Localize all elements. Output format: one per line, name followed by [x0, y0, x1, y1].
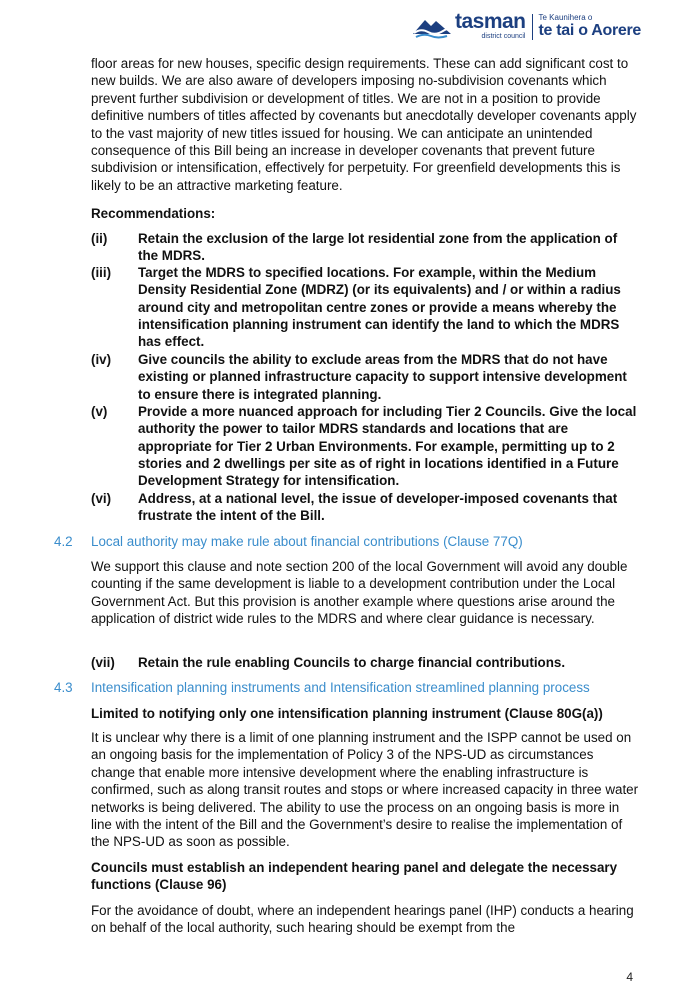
recommendation-number: (iv)	[91, 352, 112, 367]
logo-maori	[539, 13, 642, 40]
section-title: Intensification planning instruments and Intensification streamlined planning process	[91, 680, 590, 695]
recommendation-text: Address, at a national level, the issue of developer-imposed covenants that frustrate the intent of the Bill.	[138, 491, 618, 524]
subsection-body: For the avoidance of doubt, where an independent hearings panel (IHP) conducts a hearing on behalf of the local authority, such hearing should be exempt from the	[91, 903, 634, 936]
section-title: Local authority may make rule about financial contributions (Clause 77Q)	[91, 534, 523, 549]
council-logo	[411, 12, 641, 41]
recommendation-text: Retain the exclusion of the large lot residential zone from the application of the MDRS.	[138, 231, 618, 264]
recommendation-number: (vi)	[91, 491, 112, 506]
recommendation-number: (iii)	[91, 265, 112, 280]
logo-brand-sub: district council	[481, 33, 526, 40]
logo-maori-small: Te Kaunihera o	[538, 13, 593, 22]
recommendation-number: (ii)	[91, 231, 108, 246]
subsection-title: Limited to notifying only one intensification planning instrument (Clause 80G(a))	[91, 706, 603, 721]
logo-brand	[455, 12, 526, 41]
section-number: 4.3	[54, 680, 73, 695]
page-number: 4	[626, 970, 633, 984]
logo-brand-name: tasman	[454, 10, 526, 33]
recommendation-text: Give councils the ability to exclude areas from the MDRS that do not have existing or planned infrastructure capacity to support intensive development to ensure there is integrated planning.	[138, 352, 627, 402]
recommendation-number: (v)	[91, 404, 108, 419]
recommendation-text: Provide a more nuanced approach for including Tier 2 Councils. Give the local authority the power to tailor MDRS standards and locations that are appropriate for Tier 2 Urban Environments. For example, permitting up to 2 stories and 2 dwellings per site as of right in locations identified in a Future Development Strategy for intensification.	[138, 404, 637, 489]
logo-divider	[532, 14, 533, 40]
recommendation-text: Retain the rule enabling Councils to charge financial contributions.	[138, 655, 566, 670]
subsection-body: It is unclear why there is a limit of one planning instrument and the ISPP cannot be used on an ongoing basis for the implementation of Policy 3 of the NPS-UD as circumstances change that enable more intensive development where the enabling infrastructure is confirmed, such as along transit routes and stops or where increased capacity in three water networks is being delivered. The ability to use the process on an ongoing basis is more in line with the intent of the Bill and the Government’s desire to realise the implementation of the NPS-UD as soon as possible.	[91, 730, 639, 850]
intro-paragraph: floor areas for new houses, specific design requirements. These can add significant cost to new builds. We are also aware of developers imposing no-subdivision covenants which prevent further subdivision or development of titles. We are not in a position to provide definitive numbers of titles affected by covenants but anecdotally developer covenants apply to the vast majority of new titles issued for housing. We can anticipate an unintended consequence of this Bill being an increase in developer covenants that prevent future subdivision or intensification, effectively for perpetuity. For greenfield developments this is likely to be an attractive marketing feature.	[91, 56, 637, 193]
subsection-title: Councils must establish an independent hearing panel and delegate the necessary functions (Clause 96)	[91, 860, 618, 893]
recommendation-text: Target the MDRS to specified locations. For example, within the Medium Density Residential Zone (MDRZ) (or its equivalents) and / or within a radius around city and metropolitan centre zones or provide a means whereby the intensification planning instrument can identify the land to which the MDRS has effect.	[138, 265, 621, 350]
section-4-2-body: We support this clause and note section 200 of the local Government will avoid any double counting if the same development is liable to a development contribution under the Local Government Act. But this provision is another example where questions arise around the application of district wide rules to the MDRS and where clear guidance is necessary.	[91, 559, 628, 627]
logo-maori-big: te tai o Aorere	[538, 22, 641, 39]
recommendation-number: (vii)	[91, 655, 115, 670]
mountain-wave-logo-icon	[411, 14, 453, 40]
section-number: 4.2	[54, 534, 73, 549]
recommendations-heading: Recommendations:	[91, 206, 216, 221]
